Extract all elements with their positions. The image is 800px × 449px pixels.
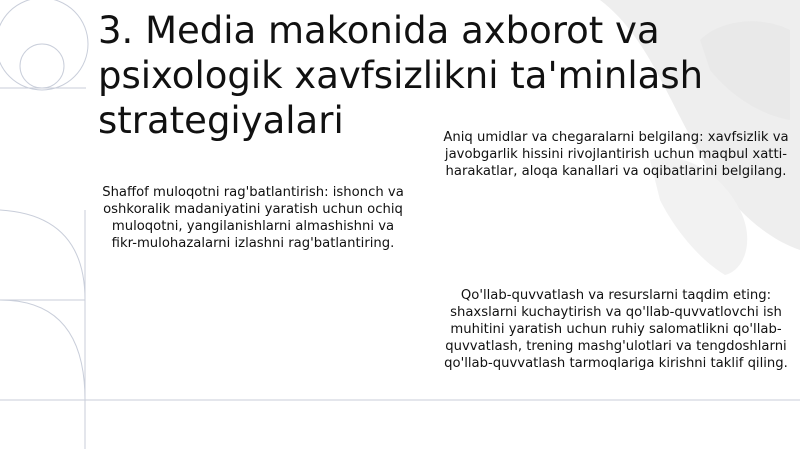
strategy-text-support-resources: Qo'llab-quvvatlash va resurslarni taqdim eting: shaxslarni kuchaytirish va qo'llab-quvvatlovchi ish muhitini yaratish uchun ruhiy salomatlikni qo'llab-quvvatlash, trening mashg'ulotlari va tengdoshlarni qo'llab-quvvatlash tarmoqlariga kirishni taklif qiling. <box>444 288 788 371</box>
strategy-text-clear-expectations: Aniq umidlar va chegaralarni belgilang: xavfsizlik va javobgarlik hissini rivojlantirish uchun maqbul xatti-harakatlar, aloqa kanallari va oqibatlarini belgilang. <box>443 130 789 179</box>
decor-shapes-bottom <box>0 210 85 400</box>
slide-title: 3. Media makonida axborot va psixologik xavfsizlikni ta'minlash strategiyalari <box>98 9 704 142</box>
decor-circles-top <box>0 0 88 90</box>
strategy-text-transparent-communication: Shaffof muloqotni rag'batlantirish: ishonch va oshkoralik madaniyatini yaratish uchun ochiq muloqotni, yangilanishlarni almashishni va fikr-mulohazalarni izlashni rag'batlantiring. <box>102 185 404 251</box>
